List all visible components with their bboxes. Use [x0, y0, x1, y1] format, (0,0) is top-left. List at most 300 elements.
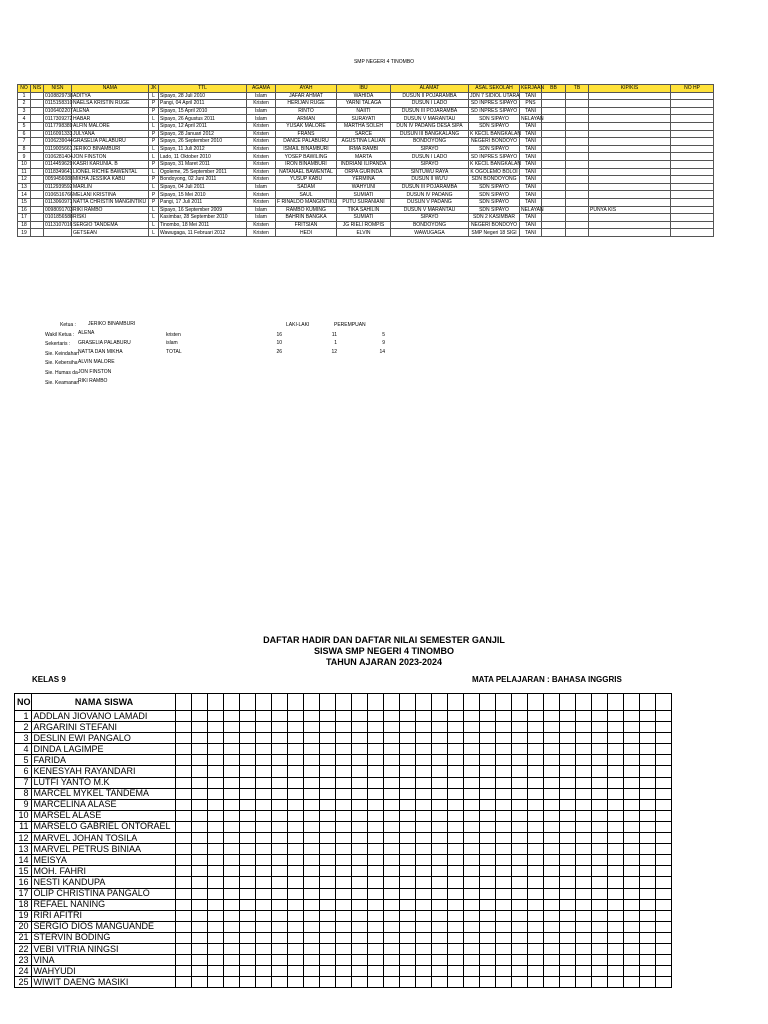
grade-cell — [543, 888, 559, 899]
grade-cell — [495, 977, 511, 988]
table-cell — [589, 130, 671, 138]
grade-cell — [415, 888, 431, 899]
grade-cell — [431, 866, 447, 877]
table-cell — [542, 198, 566, 206]
table-cell — [31, 168, 44, 176]
table-cell: 5 — [18, 122, 31, 130]
grade-cell — [431, 844, 447, 855]
grade-cell — [383, 810, 399, 821]
grade-cell — [271, 966, 287, 977]
table-cell: 7 — [18, 138, 31, 146]
grade-cell — [479, 810, 495, 821]
grade-cell — [655, 810, 671, 821]
grade-cell — [319, 866, 335, 877]
grade-cell — [207, 711, 223, 722]
grade-cell — [623, 966, 639, 977]
grade-cell — [479, 899, 495, 910]
grade-cell — [479, 955, 495, 966]
grade-cell — [431, 910, 447, 921]
top-title: SMP NEGERI 4 TINOMBO — [353, 59, 415, 65]
table-cell: NATTA CHRISTIN MANGINTIKU — [72, 198, 149, 206]
grade-cell — [207, 799, 223, 810]
table-cell: Kristen — [247, 229, 276, 237]
grade-cell — [207, 810, 223, 821]
table-row — [18, 183, 714, 191]
blank-header-cell — [383, 694, 399, 711]
grade-cell — [623, 888, 639, 899]
table-cell — [31, 92, 44, 100]
table-cell: SDN SIPAYO — [469, 198, 520, 206]
table-cell: ADITYA — [72, 92, 149, 100]
grade-cell — [255, 744, 271, 755]
grade-cell — [175, 877, 191, 888]
grade-cell — [639, 866, 655, 877]
grade-cell — [383, 855, 399, 866]
table-cell: Islam — [247, 206, 276, 214]
grade-cell — [383, 955, 399, 966]
table-cell: RAMBO KUMING — [276, 206, 337, 214]
table-cell — [31, 183, 44, 191]
table-cell: WAWUGAGA — [391, 229, 469, 237]
table-cell: Islam — [247, 107, 276, 115]
table-cell: Islam — [247, 183, 276, 191]
grade-cell — [527, 821, 543, 832]
grade-cell — [239, 844, 255, 855]
grade-cell — [175, 799, 191, 810]
grade-cell — [479, 711, 495, 722]
table-cell — [31, 115, 44, 123]
grade-cell — [511, 788, 527, 799]
grade-cell — [479, 722, 495, 733]
grade-cell — [367, 921, 383, 932]
row-number: 24 — [15, 966, 32, 977]
table-cell — [31, 153, 44, 161]
grade-cell — [495, 921, 511, 932]
table-cell: SMP Negeri 18 SIGI — [469, 229, 520, 237]
student-row — [15, 943, 672, 954]
table-cell — [566, 115, 589, 123]
table-cell: RISKI — [72, 214, 149, 222]
grade-cell — [303, 799, 319, 810]
blank-header-cell — [207, 694, 223, 711]
table-header-row — [18, 85, 714, 93]
grade-cell — [303, 866, 319, 877]
grade-cell — [559, 977, 575, 988]
grade-cell — [463, 788, 479, 799]
table-cell: TANI — [520, 214, 542, 222]
table-cell: LIONEL RICHIE BAWENTAL — [72, 168, 149, 176]
table-cell: JERIKO BINAMBURI — [72, 145, 149, 153]
student-row — [15, 788, 672, 799]
grade-cell — [495, 788, 511, 799]
student-row — [15, 722, 672, 733]
row-number: 20 — [15, 921, 32, 932]
grade-cell — [479, 744, 495, 755]
grade-cell — [239, 855, 255, 866]
grade-cell — [575, 966, 591, 977]
grade-cell — [351, 844, 367, 855]
grade-cell — [303, 733, 319, 744]
grade-cell — [399, 788, 415, 799]
table-cell — [31, 130, 44, 138]
grade-cell — [399, 844, 415, 855]
grade-cell — [623, 844, 639, 855]
grade-cell — [415, 943, 431, 954]
grade-cell — [319, 966, 335, 977]
grade-cell — [527, 899, 543, 910]
grade-cell — [351, 766, 367, 777]
grade-cell — [431, 821, 447, 832]
table-cell: 17 — [18, 214, 31, 222]
table-cell: MIKHA JESSIKA KABU — [72, 176, 149, 184]
table-row — [18, 168, 714, 176]
grade-cell — [191, 766, 207, 777]
grade-cell — [511, 755, 527, 766]
grade-cell — [639, 766, 655, 777]
grade-cell — [623, 777, 639, 788]
grade-cell — [367, 877, 383, 888]
grade-cell — [559, 943, 575, 954]
grade-cell — [319, 888, 335, 899]
grade-cell — [351, 821, 367, 832]
grade-cell — [303, 899, 319, 910]
grade-cell — [415, 966, 431, 977]
grade-cell — [271, 733, 287, 744]
row-number: 12 — [15, 833, 32, 844]
grade-cell — [255, 943, 271, 954]
row-number: 4 — [15, 744, 32, 755]
table-cell: 13 — [18, 183, 31, 191]
student-name: MOH. FAHRI — [31, 866, 175, 877]
grade-cell — [415, 744, 431, 755]
grade-cell — [527, 722, 543, 733]
grade-cell — [207, 733, 223, 744]
table-cell: 0113107016 — [45, 221, 73, 228]
table-cell — [542, 115, 566, 123]
grade-cell — [367, 744, 383, 755]
grade-cell — [543, 921, 559, 932]
grade-cell — [543, 966, 559, 977]
table-cell: Wawugaga, 11 Februari 2012 — [159, 229, 247, 237]
stats-value: 26 — [276, 348, 282, 355]
table-cell — [31, 206, 44, 214]
grade-cell — [591, 910, 607, 921]
grade-cell — [207, 932, 223, 943]
row-number: 15 — [15, 866, 32, 877]
column-header: NAMA — [72, 85, 149, 93]
grade-cell — [271, 777, 287, 788]
grade-cell — [319, 821, 335, 832]
table-cell: NATANAEL BAWENTAL — [276, 168, 337, 176]
grade-cell — [447, 799, 463, 810]
blank-header-cell — [527, 694, 543, 711]
table-cell: SURAYATI — [337, 115, 391, 123]
grade-cell — [319, 755, 335, 766]
grade-cell — [335, 733, 351, 744]
grade-cell — [575, 755, 591, 766]
grade-cell — [255, 810, 271, 821]
grade-cell — [255, 833, 271, 844]
officer-role: Wakil Ketua : — [45, 331, 75, 338]
grade-cell — [351, 777, 367, 788]
table-cell — [589, 214, 671, 222]
grade-cell — [303, 744, 319, 755]
grade-cell — [639, 899, 655, 910]
grade-cell — [223, 921, 239, 932]
column-header: ALAMAT — [391, 85, 469, 93]
table-cell: ELVIN — [337, 229, 391, 237]
table-cell: K KECIL BANGKALAN — [470, 130, 521, 137]
row-number: 3 — [15, 733, 32, 744]
grade-cell — [367, 733, 383, 744]
table-cell: MARTA — [337, 153, 391, 161]
table-cell — [566, 100, 589, 108]
student-row — [15, 755, 672, 766]
grade-cell — [351, 866, 367, 877]
grade-cell — [511, 711, 527, 722]
grade-cell — [575, 766, 591, 777]
table-cell: SUMIATI — [337, 191, 391, 199]
grade-cell — [415, 932, 431, 943]
student-row — [15, 733, 672, 744]
table-cell: 0108829738 — [45, 92, 73, 99]
table-cell: L — [149, 221, 159, 229]
grade-cell — [623, 733, 639, 744]
table-cell: Sipayo, 28 Januari 2012 — [159, 130, 247, 138]
blank-header-cell — [575, 694, 591, 711]
grade-cell — [447, 977, 463, 988]
grade-cell — [607, 755, 623, 766]
grade-cell — [223, 810, 239, 821]
grade-cell — [495, 866, 511, 877]
grade-cell — [415, 755, 431, 766]
row-number: 18 — [15, 899, 32, 910]
table-cell — [542, 160, 566, 168]
student-row — [15, 821, 672, 832]
grade-cell — [175, 955, 191, 966]
grade-cell — [543, 722, 559, 733]
grade-cell — [399, 966, 415, 977]
grade-cell — [351, 877, 367, 888]
table-row — [18, 130, 714, 138]
grade-cell — [623, 921, 639, 932]
grade-cell — [655, 722, 671, 733]
grade-cell — [527, 755, 543, 766]
grade-cell — [463, 821, 479, 832]
grade-cell — [303, 722, 319, 733]
grade-cell — [639, 833, 655, 844]
table-cell — [542, 138, 566, 146]
grade-cell — [463, 844, 479, 855]
grade-cell — [623, 899, 639, 910]
grade-cell — [447, 821, 463, 832]
grade-cell — [543, 943, 559, 954]
grade-cell — [415, 711, 431, 722]
grade-cell — [479, 844, 495, 855]
grade-cell — [335, 755, 351, 766]
blank-header-cell — [543, 694, 559, 711]
table-cell — [589, 221, 671, 229]
grade-cell — [271, 821, 287, 832]
grade-cell — [559, 766, 575, 777]
grade-cell — [399, 855, 415, 866]
grade-cell — [399, 777, 415, 788]
student-name: DESLIN EWI PANGALO — [31, 733, 175, 744]
grade-cell — [303, 777, 319, 788]
grade-cell — [655, 766, 671, 777]
table-cell: 0106402207 — [45, 108, 73, 115]
grade-cell — [303, 910, 319, 921]
grade-cell — [607, 833, 623, 844]
row-number: 22 — [15, 943, 32, 954]
grade-cell — [495, 821, 511, 832]
table-cell: 12 — [18, 176, 31, 184]
table-cell: SDN SIPAYO — [469, 115, 520, 123]
grade-cell — [175, 821, 191, 832]
grade-cell — [287, 866, 303, 877]
grade-cell — [639, 744, 655, 755]
column-header: AYAH — [276, 85, 337, 93]
grade-cell — [223, 711, 239, 722]
table-cell — [31, 138, 44, 146]
officer-name: NATTA DAN MIKHA — [78, 349, 123, 356]
grade-cell — [351, 744, 367, 755]
column-header: NISN — [44, 85, 72, 93]
table-cell — [671, 138, 714, 146]
grade-cell — [223, 766, 239, 777]
grade-cell — [591, 810, 607, 821]
grade-cell — [607, 766, 623, 777]
grade-cell — [623, 932, 639, 943]
grade-cell — [239, 932, 255, 943]
grade-cell — [223, 744, 239, 755]
grade-cell — [399, 711, 415, 722]
grade-cell — [591, 899, 607, 910]
table-cell — [589, 160, 671, 168]
table-cell: Bondoyong, 02 Juni 2011 — [159, 176, 247, 184]
blank-header-cell — [399, 694, 415, 711]
grade-cell — [543, 755, 559, 766]
table-cell — [589, 183, 671, 191]
grade-cell — [351, 711, 367, 722]
grade-cell — [543, 844, 559, 855]
grade-cell — [239, 866, 255, 877]
blank-header-cell — [607, 694, 623, 711]
grade-cell — [255, 910, 271, 921]
grade-cell — [607, 777, 623, 788]
grade-cell — [655, 921, 671, 932]
grade-cell — [335, 810, 351, 821]
grade-cell — [351, 899, 367, 910]
grade-cell — [207, 888, 223, 899]
grade-cell — [543, 810, 559, 821]
grade-cell — [623, 866, 639, 877]
grade-cell — [367, 966, 383, 977]
table-cell: TANI — [520, 92, 542, 100]
grade-cell — [559, 932, 575, 943]
table-cell: L — [149, 92, 159, 100]
row-number: 17 — [15, 888, 32, 899]
table-cell: 0106239044 — [45, 138, 73, 145]
table-cell: 11 — [18, 168, 31, 176]
table-cell: Sipayo, 11 Juli 2012 — [159, 145, 247, 153]
grade-cell — [543, 711, 559, 722]
grade-cell — [479, 833, 495, 844]
table-cell — [31, 221, 44, 229]
grade-cell — [271, 899, 287, 910]
table-cell — [31, 176, 44, 184]
grade-cell — [223, 910, 239, 921]
grade-cell — [415, 733, 431, 744]
column-header: JK — [149, 85, 159, 93]
stats-label: islam — [166, 340, 178, 347]
grade-cell — [591, 977, 607, 988]
grade-cell — [655, 788, 671, 799]
officer-name: JERIKO BINAMBURI — [88, 320, 136, 327]
grade-cell — [175, 766, 191, 777]
grade-cell — [335, 799, 351, 810]
table-cell: JULYANA — [72, 130, 149, 138]
table-cell: ALFIN MALORE — [72, 122, 149, 130]
grade-cell — [591, 855, 607, 866]
grade-cell — [495, 899, 511, 910]
student-row — [15, 833, 672, 844]
grade-cell — [399, 977, 415, 988]
grade-cell — [287, 844, 303, 855]
grade-cell — [383, 766, 399, 777]
grade-cell — [607, 844, 623, 855]
grade-cell — [511, 877, 527, 888]
grade-cell — [351, 932, 367, 943]
grade-cell — [655, 733, 671, 744]
grade-cell — [543, 744, 559, 755]
grade-cell — [495, 877, 511, 888]
grade-cell — [607, 744, 623, 755]
blank-header-cell — [255, 694, 271, 711]
grade-cell — [335, 766, 351, 777]
grade-cell — [495, 833, 511, 844]
grade-cell — [335, 932, 351, 943]
student-row — [15, 799, 672, 810]
grade-cell — [239, 777, 255, 788]
grade-cell — [495, 722, 511, 733]
blank-header-cell — [271, 694, 287, 711]
grade-cell — [591, 921, 607, 932]
grade-cell — [655, 855, 671, 866]
grade-cell — [399, 766, 415, 777]
grade-cell — [447, 733, 463, 744]
grade-cell — [543, 777, 559, 788]
table-cell: Sipayo, 15 Mei 2010 — [159, 191, 247, 199]
grade-cell — [335, 955, 351, 966]
grade-cell — [191, 711, 207, 722]
table-cell: Sipayo, 15 April 2010 — [159, 107, 247, 115]
table-cell: KASRI KARUNIA. B — [72, 160, 149, 168]
table-cell: P — [149, 176, 159, 184]
grade-cell — [463, 910, 479, 921]
grade-cell — [399, 877, 415, 888]
attendance-title: DAFTAR HADIR DAN DAFTAR NILAI SEMESTER GANJIL — [263, 635, 505, 645]
grade-cell — [543, 899, 559, 910]
grade-cell — [431, 733, 447, 744]
officer-name: ALENA — [78, 330, 95, 337]
table-cell — [566, 221, 589, 229]
grade-cell — [207, 943, 223, 954]
grade-cell — [447, 777, 463, 788]
grade-cell — [639, 955, 655, 966]
table-row — [18, 198, 714, 206]
grade-cell — [591, 744, 607, 755]
